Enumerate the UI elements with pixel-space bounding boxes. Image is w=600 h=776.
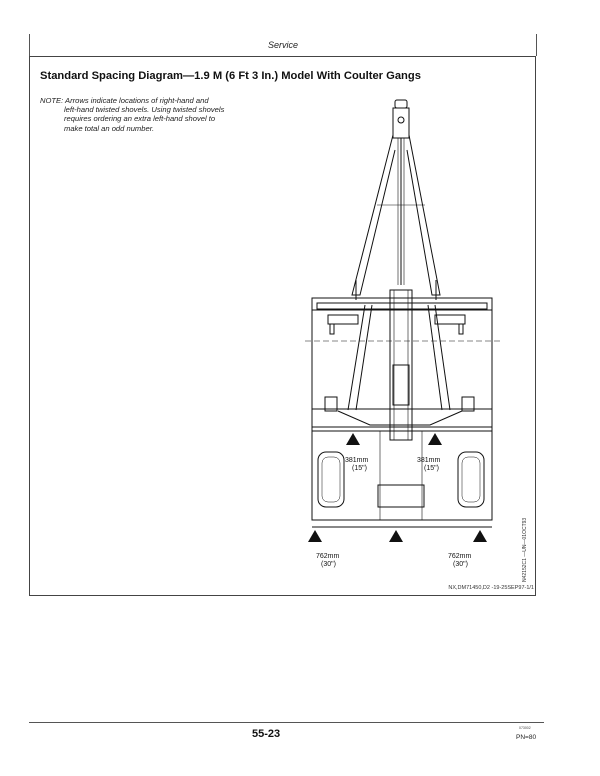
section-header: Service [267, 40, 298, 50]
dim-outer-left-in: (30") [321, 561, 336, 568]
dim-inner-left-in: (15") [352, 465, 367, 472]
note-line: requires ordering an extra left-hand shovel to [64, 114, 216, 124]
shovel-arrow [428, 433, 442, 445]
dim-outer-left: 762mm [316, 553, 340, 560]
dim-inner-left: 381mm [345, 457, 369, 464]
shovel-arrow [308, 530, 322, 542]
page-number: 55-23 [252, 728, 281, 740]
reference-code: NX,DM71450,D2 -19-25SEP97-1/1 [448, 585, 534, 591]
note-text [40, 96, 270, 133]
note-line: left-hand twisted shovels. Using twisted shovels [64, 105, 225, 115]
footer-pn: PN=80 [516, 734, 537, 741]
page-title: Standard Spacing Diagram—1.9 M (6 Ft 3 In.) Model With Coulter Gangs [40, 70, 421, 82]
dim-inner-right-in: (15") [424, 465, 439, 472]
spacing-diagram [290, 95, 510, 570]
figure-id: N42152C1 —UN—01OCT93 [522, 517, 528, 582]
note-line: NOTE: Arrows indicate locations of right-hand and [40, 96, 209, 105]
shovel-arrow [346, 433, 360, 445]
footer-small-code: 073002 [519, 726, 531, 730]
shovel-arrow [473, 530, 487, 542]
note-line: make total an odd number. [64, 123, 155, 133]
dim-outer-right: 762mm [448, 553, 472, 560]
shovel-arrow [389, 530, 403, 542]
dim-outer-right-in: (30") [453, 561, 468, 568]
footer-rule [29, 722, 544, 723]
dim-inner-right: 381mm [417, 457, 441, 464]
